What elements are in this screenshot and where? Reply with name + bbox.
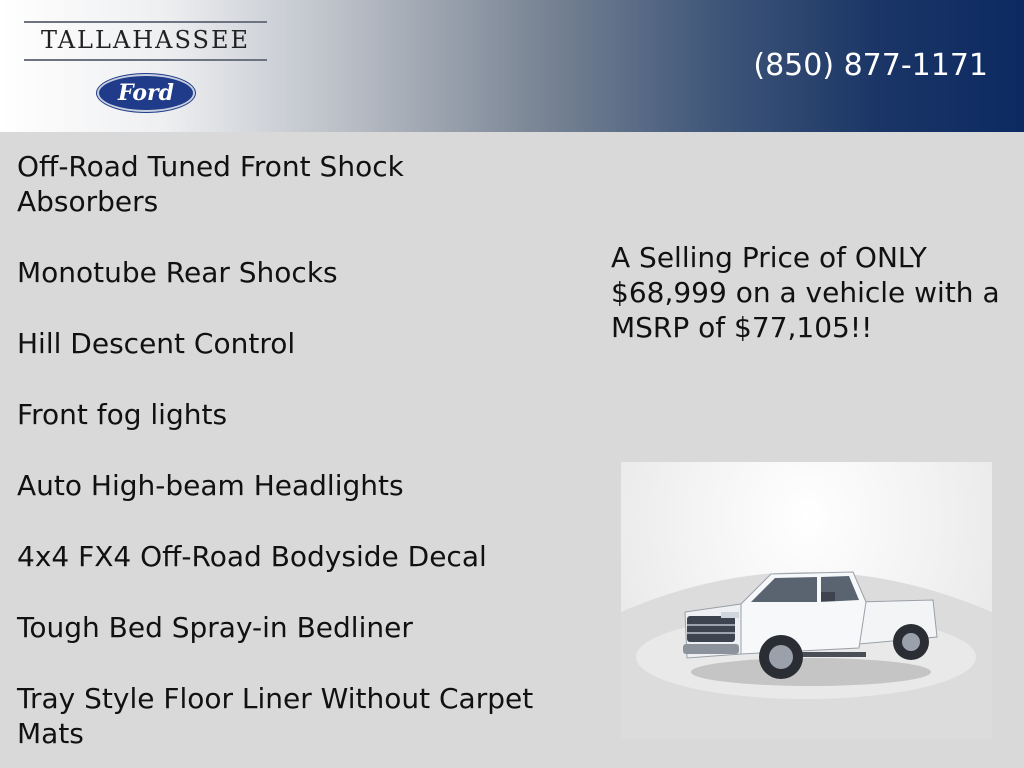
feature-item: 4x4 FX4 Off-Road Bodyside Decal: [17, 540, 487, 573]
selling-price-text: A Selling Price of ONLY $68,999 on a vehicle with a MSRP of $77,105!!: [611, 241, 1000, 344]
feature-item: Front fog lights: [17, 398, 228, 431]
feature-item: Tough Bed Spray-in Bedliner: [17, 611, 413, 644]
feature-list: [17, 149, 597, 768]
feature-item: Hill Descent Control: [17, 327, 296, 360]
vehicle-photo: [621, 462, 992, 739]
dealer-name: TALLAHASSEE: [41, 26, 250, 54]
feature-item: Tray Style Floor Liner Without Carpet Mats: [17, 682, 534, 750]
feature-item: Off-Road Tuned Front Shock Absorbers: [17, 150, 404, 218]
pickup-truck-image: [621, 462, 992, 739]
feature-item: Monotube Rear Shocks: [17, 256, 338, 289]
feature-item: Auto High-beam Headlights: [17, 469, 404, 502]
logo-rule-bottom: [24, 59, 267, 61]
phone-number[interactable]: (850) 877-1171: [753, 48, 988, 83]
logo-rule-top: [24, 21, 267, 23]
ford-logo-icon: [97, 74, 195, 112]
header-banner: [0, 0, 1024, 132]
ford-logo-text: Ford: [117, 80, 175, 106]
